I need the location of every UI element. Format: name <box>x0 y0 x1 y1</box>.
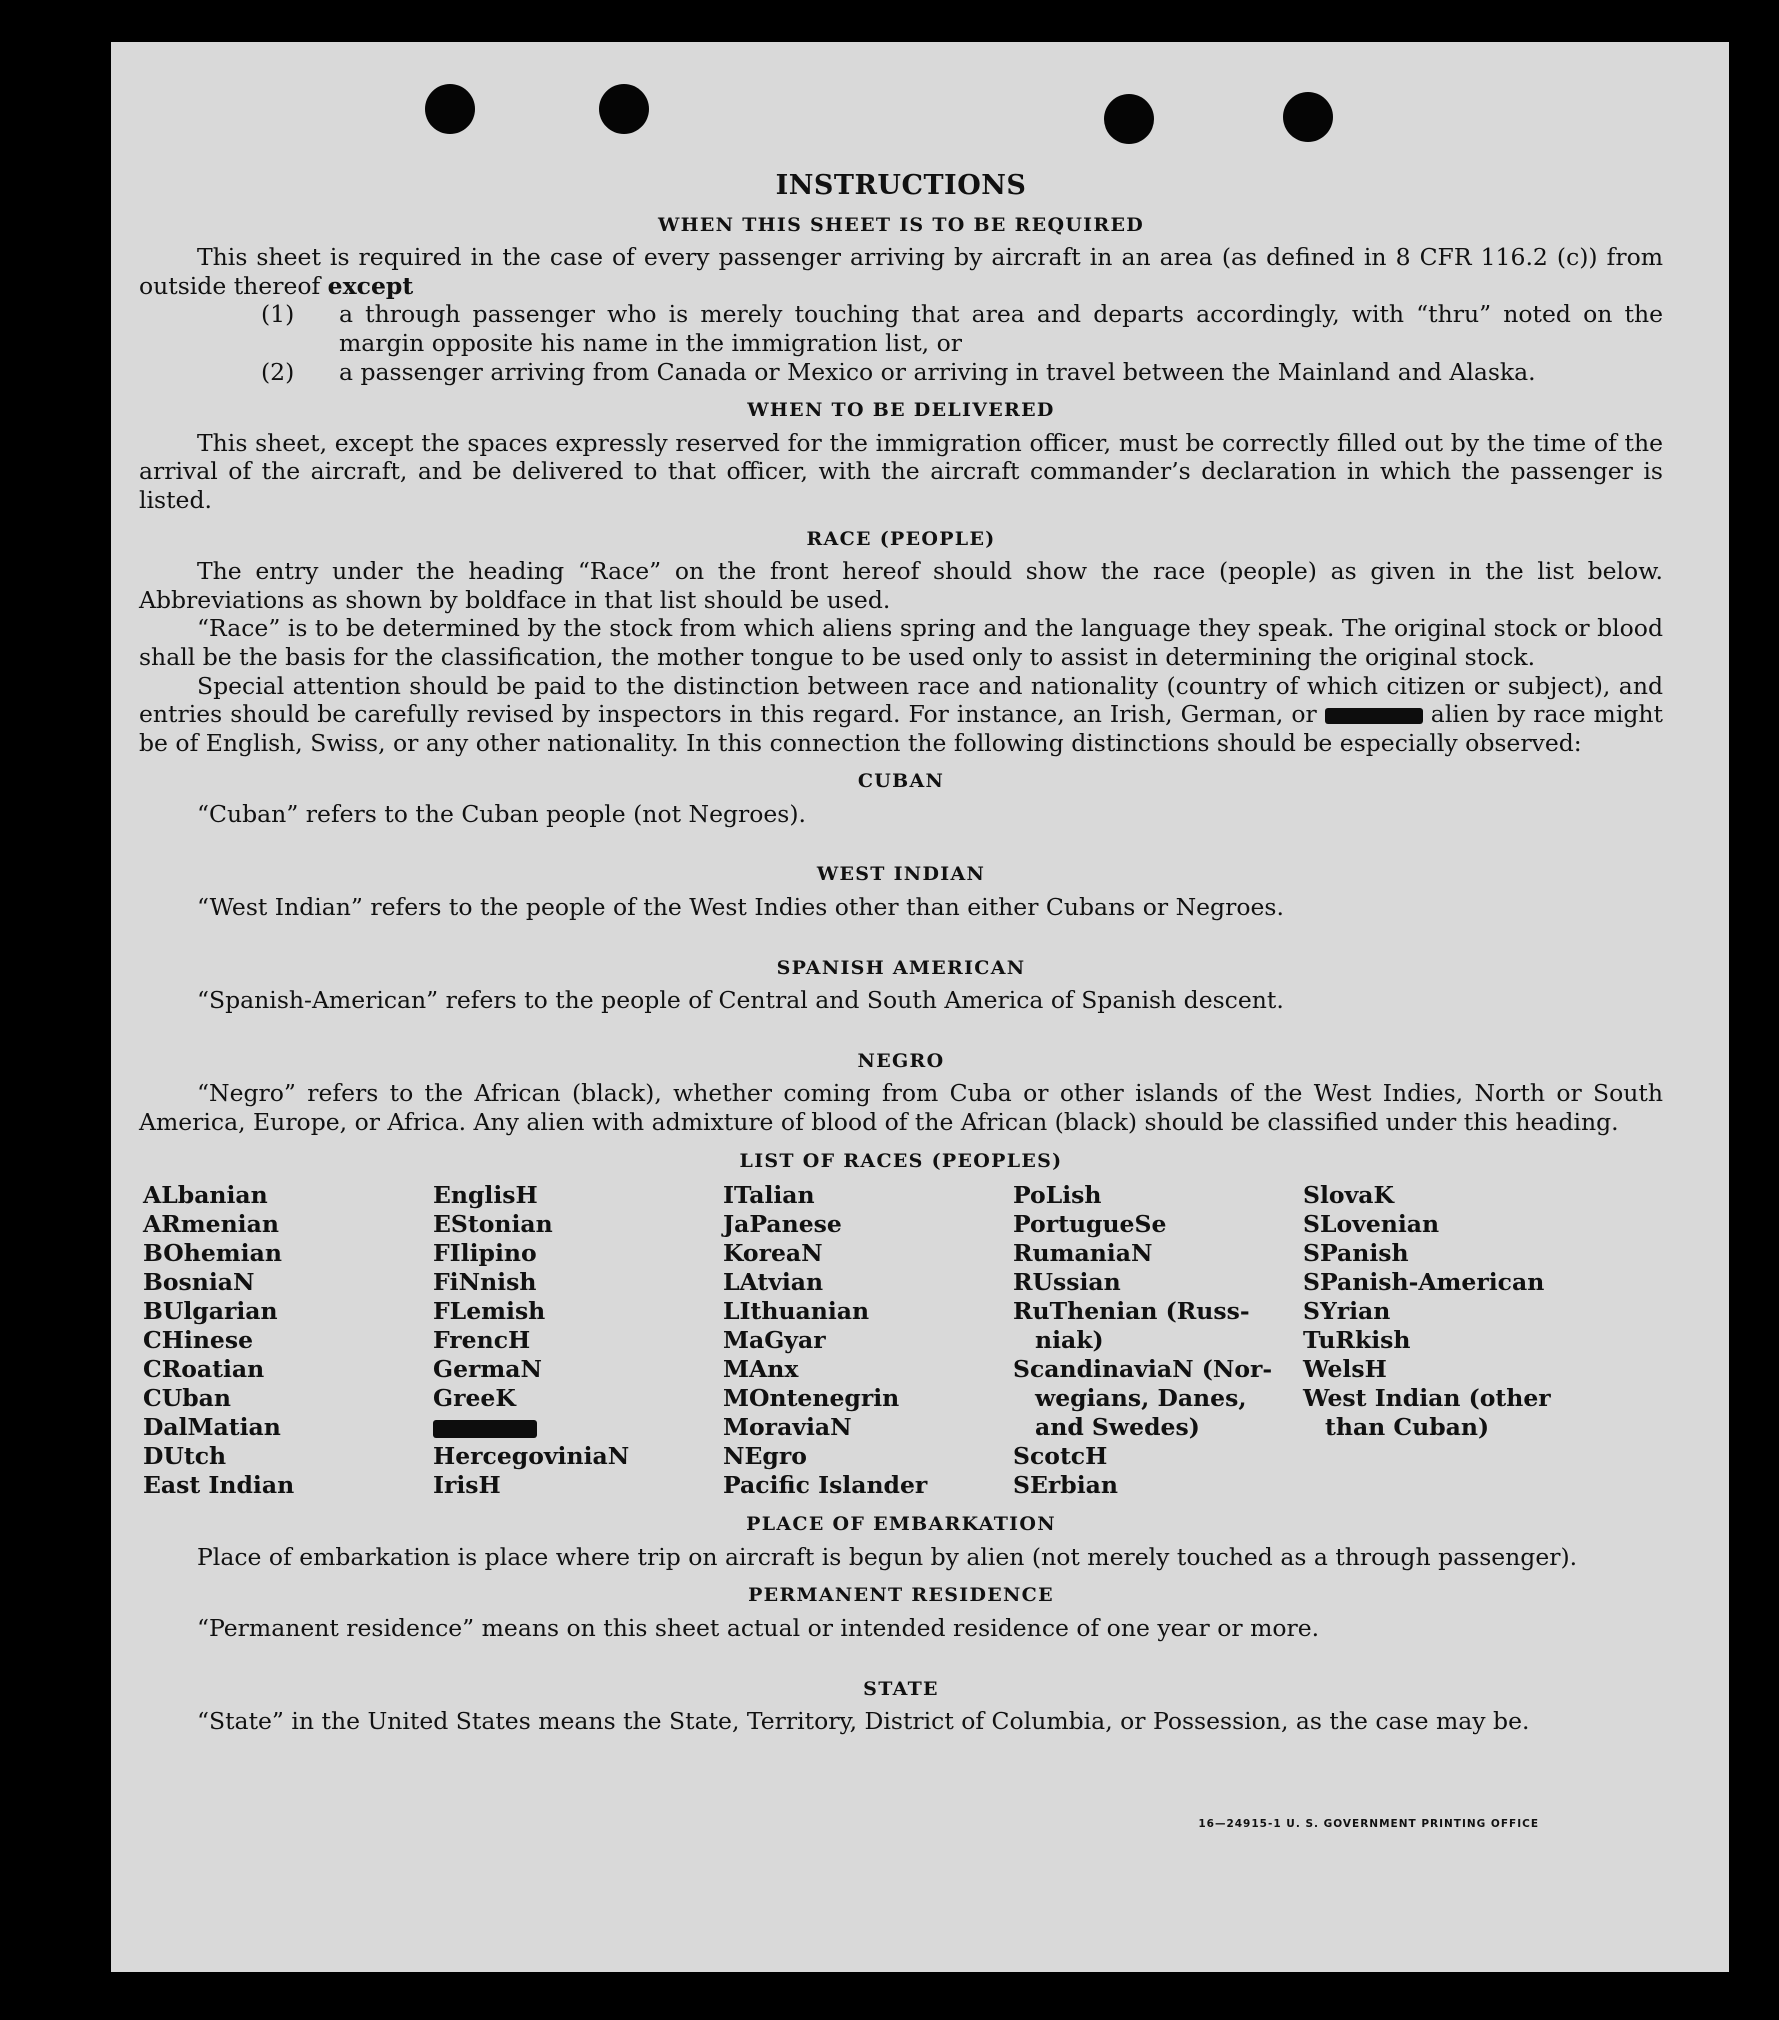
heading-negro: NEGRO <box>857 1049 945 1072</box>
heading-west-indian: WEST INDIAN <box>816 863 986 886</box>
redaction-mark <box>1325 708 1423 724</box>
race-item: SPanish-American <box>1303 1268 1545 1297</box>
race-item: JaPanese <box>723 1210 842 1239</box>
item-text: a through passenger who is merely touching that area and departs accordingly, with “thru” noted on the margin opposite his name in the immigration list, or <box>339 300 1663 357</box>
race-item: NEgro <box>723 1442 807 1471</box>
punch-hole <box>425 84 475 134</box>
race-item: CRoatian <box>143 1355 265 1384</box>
race-item: WelsH <box>1303 1355 1387 1384</box>
race-item: SPanish <box>1303 1239 1409 1268</box>
race-item: West Indian (other <box>1303 1384 1551 1413</box>
race-item: Pacific Islander <box>723 1471 928 1500</box>
race-item: LAtvian <box>723 1268 824 1297</box>
races-column-1 <box>143 1181 433 1500</box>
race-item: CUban <box>143 1384 231 1413</box>
race-item: SYrian <box>1303 1297 1391 1326</box>
race-item-continuation: niak) <box>1035 1326 1104 1355</box>
race-item-continuation: than Cuban) <box>1325 1413 1490 1442</box>
race-item: ScandinaviaN (Nor- <box>1013 1355 1273 1384</box>
race-item: FrencH <box>433 1326 531 1355</box>
race-item: RumaniaN <box>1013 1239 1153 1268</box>
race-item: MAnx <box>723 1355 799 1384</box>
race-item: DUtch <box>143 1442 227 1471</box>
race-item: PoLish <box>1013 1181 1102 1210</box>
race-item: East Indian <box>143 1471 295 1500</box>
instructions-content <box>139 172 1663 1736</box>
race-item: ITalian <box>723 1181 815 1210</box>
embarkation-text: Place of embarkation is place where trip on aircraft is begun by alien (not merely touched as a through passenger). <box>197 1542 1578 1571</box>
races-list <box>143 1181 1663 1500</box>
race-item: TuRkish <box>1303 1326 1411 1355</box>
item-number: (2) <box>261 357 295 386</box>
west-indian-definition: “West Indian” refers to the people of the West Indies other than either Cubans or Negroes. <box>197 893 1284 922</box>
race-item: SLovenian <box>1303 1210 1440 1239</box>
printing-office-footer: 16—24915-1 U. S. GOVERNMENT PRINTING OFFICE <box>1198 1818 1539 1830</box>
race-item: EnglisH <box>433 1181 538 1210</box>
race-item: MOntenegrin <box>723 1384 900 1413</box>
heading-permanent-residence: PERMANENT RESIDENCE <box>748 1584 1054 1607</box>
punch-hole <box>1104 94 1154 144</box>
race-paragraph-3: Special attention should be paid to the distinction between race and nationality (country of which citizen or subject), and entries should be carefully revised by inspectors in this regard. For instance, an Irish, German, or alien by race might be of English, Swiss, or any other nationality. In this connection the following distinctions should be especially observed: <box>139 671 1663 757</box>
race-item: DalMatian <box>143 1413 281 1442</box>
race-item: BOhemian <box>143 1239 282 1268</box>
heading-list-of-races: LIST OF RACES (PEOPLES) <box>739 1149 1063 1172</box>
race-item: CHinese <box>143 1326 254 1355</box>
heading-when-delivered: WHEN TO BE DELIVERED <box>747 399 1055 422</box>
heading-embarkation: PLACE OF EMBARKATION <box>746 1513 1056 1536</box>
spanish-american-definition: “Spanish-American” refers to the people of Central and South America of Spanish descent. <box>197 986 1284 1015</box>
race-item: ALbanian <box>143 1181 268 1210</box>
race-item-continuation: wegians, Danes, <box>1035 1384 1247 1413</box>
heading-state: STATE <box>863 1677 939 1700</box>
race-item-redacted <box>433 1413 723 1442</box>
heading-race: RACE (PEOPLE) <box>806 527 996 550</box>
exception-item-1 <box>139 300 1663 357</box>
redaction-mark <box>433 1420 537 1438</box>
race-item: GreeK <box>433 1384 516 1413</box>
race-item: ScotcH <box>1013 1442 1108 1471</box>
races-column-4 <box>1013 1181 1303 1500</box>
race-item: SlovaK <box>1303 1181 1394 1210</box>
race-paragraph-2: “Race” is to be determined by the stock from which aliens spring and the language they speak. The original stock or blood shall be the basis for the classification, the mother tongue to be used only to assist in determining the original stock. <box>139 614 1663 671</box>
exception-item-2 <box>139 358 1663 387</box>
race-item: LIthuanian <box>723 1297 870 1326</box>
race-item: RUssian <box>1013 1268 1121 1297</box>
punch-hole <box>1283 92 1333 142</box>
races-column-2 <box>433 1181 723 1500</box>
race-item: ARmenian <box>143 1210 279 1239</box>
when-required-intro: This sheet is required in the case of every passenger arriving by aircraft in an area (as defined in 8 CFR 116.2 (c)) from outside thereof except <box>139 243 1663 300</box>
punch-hole <box>599 84 649 134</box>
race-item: MaGyar <box>723 1326 826 1355</box>
race-item: FiNnish <box>433 1268 537 1297</box>
when-delivered-text: This sheet, except the spaces expressly reserved for the immigration officer, must be correctly filled out by the time of the arrival of the aircraft, and be delivered to that officer, with the aircraft commander’s declaration in which the passenger is listed. <box>139 428 1663 514</box>
race-item: RuThenian (Russ- <box>1013 1297 1250 1326</box>
race-item: SErbian <box>1013 1471 1118 1500</box>
heading-cuban: CUBAN <box>857 770 945 793</box>
race-item-continuation: and Swedes) <box>1035 1413 1200 1442</box>
race-item: KoreaN <box>723 1239 823 1268</box>
permanent-residence-text: “Permanent residence” means on this sheet actual or intended residence of one year or more. <box>197 1614 1320 1642</box>
race-item: BosniaN <box>143 1268 255 1297</box>
race-item: IrisH <box>433 1471 501 1500</box>
heading-spanish-american: SPANISH AMERICAN <box>776 956 1026 979</box>
races-column-3 <box>723 1181 1013 1500</box>
race-paragraph-1: The entry under the heading “Race” on the front hereof should show the race (people) as given in the list below. Abbreviations as shown by boldface in that list should be used. <box>139 557 1663 614</box>
race-item: FLemish <box>433 1297 546 1326</box>
race-item: BUlgarian <box>143 1297 278 1326</box>
item-number: (1) <box>261 300 295 329</box>
race-item: FIlipino <box>433 1239 537 1268</box>
page-title: INSTRUCTIONS <box>775 170 1027 201</box>
document-sheet <box>111 42 1729 1972</box>
item-text: a passenger arriving from Canada or Mexico or arriving in travel between the Mainland and Alaska. <box>339 357 1536 386</box>
negro-definition: “Negro” refers to the African (black), whether coming from Cuba or other islands of the West Indies, North or South America, Europe, or Africa. Any alien with admixture of blood of the African (black) should be classified under this heading. <box>139 1079 1663 1137</box>
cuban-definition: “Cuban” refers to the Cuban people (not Negroes). <box>197 799 807 828</box>
race-item: GermaN <box>433 1355 542 1384</box>
heading-when-required: WHEN THIS SHEET IS TO BE REQUIRED <box>657 213 1145 236</box>
race-item: EStonian <box>433 1210 553 1239</box>
races-column-5 <box>1303 1181 1593 1500</box>
race-item: PortugueSe <box>1013 1210 1167 1239</box>
race-item: MoraviaN <box>723 1413 852 1442</box>
state-text: “State” in the United States means the State, Territory, District of Columbia, or Possession, as the case may be. <box>197 1707 1530 1736</box>
race-item: HercegoviniaN <box>433 1442 630 1471</box>
